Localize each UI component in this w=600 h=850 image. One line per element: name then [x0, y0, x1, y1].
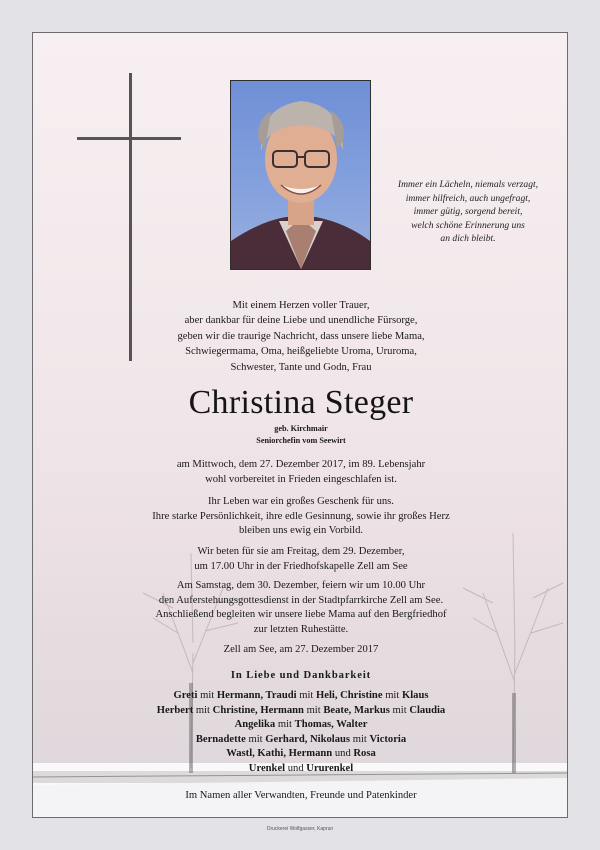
paragraph-line: Ihre starke Persönlichkeit, ihre edle Gesinnung, sowie ihr großes Herz	[152, 510, 450, 522]
place-date	[33, 643, 568, 658]
family-line: Greti mit Hermann, Traudi mit Heli, Christine mit Klaus	[173, 690, 429, 701]
maiden-name: geb. Kirchmair	[274, 424, 328, 433]
family-line: Herbert mit Christine, Hermann mit Beate, Markus mit Claudia	[156, 704, 446, 716]
tribute-paragraph	[33, 495, 568, 539]
family-line: Angelika mit Thomas, Walter	[234, 719, 368, 731]
paragraph-line: wohl vorbereitet in Frieden eingeschlafen ist.	[205, 473, 397, 485]
family-line: Urenkel und Ururenkel	[248, 762, 354, 774]
paragraph-line: um 17.00 Uhr in der Friedhofskapelle Zell am See	[194, 560, 408, 572]
intro-line: aber dankbar für deine Liebe und unendliche Fürsorge,	[184, 315, 418, 327]
memorial-poem	[373, 178, 563, 246]
family-list	[33, 689, 568, 777]
passing-paragraph	[33, 458, 568, 487]
paragraph-line: Am Samstag, dem 30. Dezember, feiern wir um 10.00 Uhr	[176, 580, 426, 591]
paragraph-line: am Mittwoch, dem 27. Dezember 2017, im 89. Lebensjahr	[176, 459, 426, 470]
intro-line: Schwester, Tante und Godn, Frau	[230, 361, 372, 373]
paragraph-line: Anschließend begleiten wir unsere liebe Mama auf den Bergfriedhof	[155, 609, 447, 621]
poem-line: immer gütig, sorgend bereit,	[413, 206, 523, 218]
intro-line: Schwiegermama, Oma, heißgeliebte Uroma, Ururoma,	[185, 346, 417, 358]
paragraph-line: zur letzten Ruhestätte.	[253, 623, 349, 635]
deceased-name: Christina Steger	[188, 384, 414, 421]
intro-line: geben wir die traurige Nachricht, dass unsere liebe Mama,	[177, 330, 425, 342]
announcement-intro	[33, 298, 568, 375]
paragraph-line: Ihr Leben war ein großes Geschenk für uns.	[208, 496, 394, 507]
funeral-paragraph	[33, 579, 568, 637]
paragraph-line: Wir beten für sie am Freitag, dem 29. Dezember,	[197, 546, 405, 557]
poem-line: Immer ein Lächeln, niemals verzagt,	[397, 179, 539, 190]
printer-credit: Druckerei Wolfgasser, Kaprun	[266, 826, 334, 832]
closing-line: Im Namen aller Verwandten, Freunde und Patenkinder	[185, 790, 417, 801]
cross-horizontal-bar	[77, 137, 181, 140]
portrait-photo	[230, 80, 371, 270]
poem-line: welch schöne Erinnerung uns	[411, 219, 525, 231]
paragraph-line: Zell am See, am 27. Dezember 2017	[223, 644, 379, 655]
poem-line: an dich bleibt.	[440, 233, 496, 245]
deceased-role: Seniorchefin vom Seewirt	[256, 436, 346, 445]
obituary-card	[32, 32, 568, 818]
family-line: Wastl, Kathi, Hermann und Rosa	[226, 748, 376, 760]
mourners-heading: In Liebe und Dankbarkeit	[230, 670, 372, 681]
prayer-paragraph	[33, 545, 568, 574]
paragraph-line: bleiben uns ewig ein Vorbild.	[238, 525, 364, 537]
family-line: Bernadette mit Gerhard, Nikolaus mit Victoria	[195, 733, 407, 745]
poem-line: immer hilfreich, auch ungefragt,	[405, 192, 531, 204]
paragraph-line: den Auferstehungsgottesdienst in der Stadtpfarrkirche Zell am See.	[158, 594, 444, 606]
intro-line: Mit einem Herzen voller Trauer,	[232, 300, 370, 311]
